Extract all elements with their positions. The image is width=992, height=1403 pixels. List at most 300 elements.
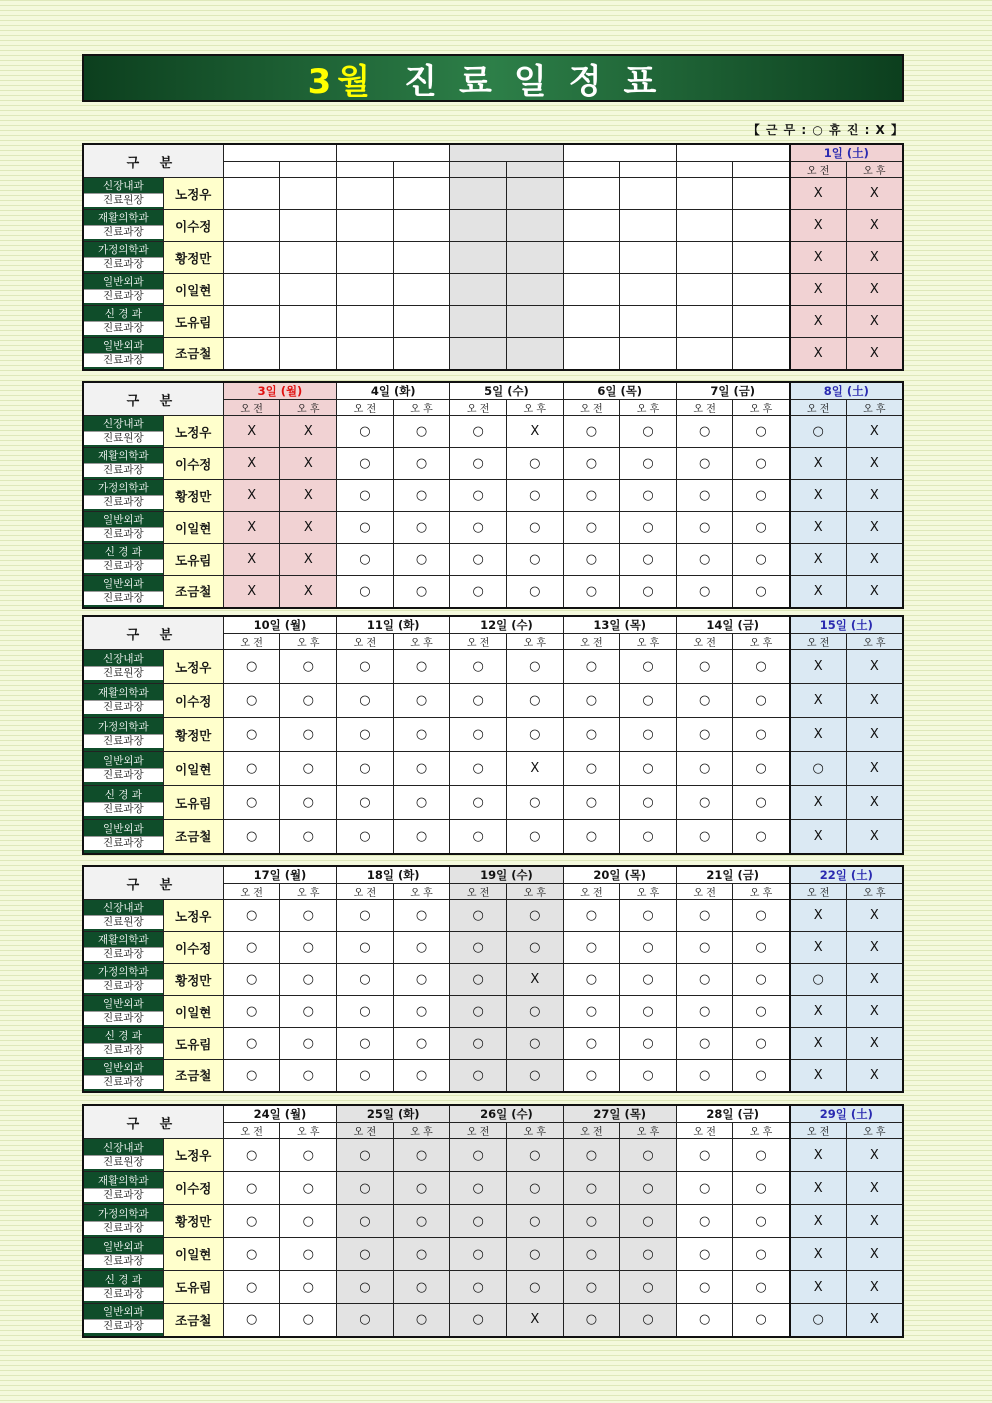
schedule-cell [506, 306, 563, 338]
schedule-cell [563, 274, 620, 306]
doctor-name: 노정우 [163, 650, 223, 684]
pm-header [280, 162, 337, 178]
am-header: 오 전 [337, 400, 394, 416]
doctor-role: 진료과장 [84, 289, 163, 303]
department-name: 일반외과 [103, 339, 144, 352]
schedule-cell: ○ [393, 932, 450, 964]
am-header: 오 전 [790, 400, 847, 416]
department-cell [83, 416, 163, 448]
am-header: 오 전 [676, 1123, 733, 1139]
pm-header: 오 후 [733, 884, 790, 900]
schedule-cell: ○ [676, 684, 733, 718]
department-cell [83, 512, 163, 544]
schedule-cell: X [846, 1238, 903, 1271]
department-name: 일반외과 [103, 998, 144, 1010]
schedule-cell [450, 242, 507, 274]
schedule-cell: ○ [676, 1304, 733, 1337]
pm-header [506, 162, 563, 178]
schedule-cell: ○ [450, 932, 507, 964]
schedule-cell: ○ [733, 752, 790, 786]
schedule-cell [393, 338, 450, 370]
department-name: 신장내과 [103, 1141, 144, 1154]
schedule-cell: ○ [337, 1271, 394, 1304]
doctor-row [83, 338, 903, 370]
schedule-cell: X [846, 964, 903, 996]
schedule-cell [733, 274, 790, 306]
schedule-cell: ○ [676, 1028, 733, 1060]
schedule-cell: ○ [563, 786, 620, 820]
day-header: 8일 (土) [790, 382, 903, 400]
schedule-cell: ○ [393, 448, 450, 480]
schedule-cell: ○ [450, 1205, 507, 1238]
schedule-cell: ○ [620, 1238, 677, 1271]
schedule-cell: ○ [676, 996, 733, 1028]
schedule-cell [280, 178, 337, 210]
department-name: 일반외과 [103, 276, 144, 288]
schedule-cell: ○ [450, 650, 507, 684]
schedule-cell: ○ [393, 544, 450, 576]
doctor-name: 황정만 [163, 718, 223, 752]
schedule-cell: X [846, 1172, 903, 1205]
doctor-row [83, 242, 903, 274]
schedule-cell: ○ [506, 932, 563, 964]
schedule-cell: ○ [506, 1238, 563, 1271]
schedule-cell: X [846, 1304, 903, 1337]
schedule-cell: ○ [506, 996, 563, 1028]
doctor-name: 도유림 [163, 786, 223, 820]
pm-header: 오 후 [506, 634, 563, 650]
schedule-cell: ○ [620, 416, 677, 448]
day-header [676, 144, 789, 162]
schedule-cell: ○ [506, 512, 563, 544]
schedule-cell: ○ [620, 544, 677, 576]
doctor-row [83, 1304, 903, 1337]
department-cell [83, 820, 163, 854]
day-header: 28일 (금) [676, 1105, 789, 1123]
doctor-row [83, 718, 903, 752]
doctor-role: 진료과장 [84, 1188, 163, 1202]
department-cell [83, 274, 163, 306]
schedule-cell: X [790, 718, 847, 752]
schedule-cell: ○ [620, 1060, 677, 1092]
header-label: 구 분 [83, 144, 223, 178]
doctor-role: 진료과장 [84, 257, 163, 271]
schedule-cell: X [280, 576, 337, 608]
schedule-cell [676, 178, 733, 210]
schedule-cell: ○ [506, 684, 563, 718]
schedule-cell: ○ [393, 1172, 450, 1205]
week-table [82, 1104, 904, 1338]
schedule-cell [450, 306, 507, 338]
am-header: 오 전 [676, 884, 733, 900]
schedule-cell: ○ [620, 684, 677, 718]
schedule-cell: ○ [676, 752, 733, 786]
department-name: 신 경 과 [104, 789, 142, 801]
schedule-cell: ○ [337, 684, 394, 718]
schedule-cell: ○ [450, 996, 507, 1028]
schedule-cell: X [846, 480, 903, 512]
schedule-cell: ○ [506, 650, 563, 684]
doctor-row [83, 900, 903, 932]
schedule-cell: ○ [676, 932, 733, 964]
schedule-cell: ○ [223, 684, 280, 718]
pm-header: 오 후 [620, 400, 677, 416]
schedule-cell [733, 210, 790, 242]
schedule-cell [223, 338, 280, 370]
schedule-cell: ○ [733, 996, 790, 1028]
schedule-cell [563, 210, 620, 242]
schedule-cell: ○ [563, 1028, 620, 1060]
schedule-cell: ○ [676, 480, 733, 512]
schedule-cell: ○ [337, 752, 394, 786]
am-header: 오 전 [790, 1123, 847, 1139]
schedule-cell: ○ [337, 1060, 394, 1092]
doctor-name: 황정만 [163, 1205, 223, 1238]
schedule-cell: ○ [223, 1238, 280, 1271]
schedule-cell: X [790, 274, 847, 306]
schedule-cell: ○ [223, 900, 280, 932]
schedule-cell: X [846, 274, 903, 306]
schedule-cell: ○ [393, 1028, 450, 1060]
schedule-cell [337, 306, 394, 338]
schedule-cell: ○ [223, 752, 280, 786]
pm-header: 오 후 [506, 884, 563, 900]
schedule-cell: ○ [733, 900, 790, 932]
schedule-cell: X [790, 210, 847, 242]
doctor-role: 진료과장 [84, 1287, 163, 1301]
department-cell [83, 1238, 163, 1271]
schedule-cell [620, 178, 677, 210]
schedule-cell [223, 274, 280, 306]
am-header: 오 전 [223, 884, 280, 900]
schedule-cell: X [790, 1172, 847, 1205]
legend: 【 근 무 : ○ 휴 진 : X 】 [747, 123, 904, 137]
pm-header: 오 후 [506, 1123, 563, 1139]
schedule-cell: X [846, 650, 903, 684]
doctor-name: 이일현 [163, 1238, 223, 1271]
schedule-cell: ○ [563, 718, 620, 752]
schedule-cell: ○ [393, 900, 450, 932]
doctor-name: 도유림 [163, 306, 223, 338]
day-header: 29일 (土) [790, 1105, 903, 1123]
pm-header: 오 후 [280, 1123, 337, 1139]
schedule-cell: ○ [280, 1060, 337, 1092]
schedule-cell [393, 242, 450, 274]
schedule-cell: ○ [393, 820, 450, 854]
department-cell [83, 650, 163, 684]
schedule-cell: ○ [337, 820, 394, 854]
schedule-cell: ○ [280, 1238, 337, 1271]
schedule-cell: X [280, 544, 337, 576]
am-header [337, 162, 394, 178]
am-header: 오 전 [450, 634, 507, 650]
doctor-role: 진료원장 [84, 431, 163, 445]
header-label: 구 분 [83, 1105, 223, 1139]
doctor-name: 조금철 [163, 1060, 223, 1092]
schedule-cell: ○ [223, 820, 280, 854]
doctor-name: 도유림 [163, 544, 223, 576]
schedule-cell: ○ [733, 718, 790, 752]
day-header: 18일 (화) [337, 866, 450, 884]
schedule-cell: X [790, 480, 847, 512]
schedule-cell: ○ [563, 1172, 620, 1205]
schedule-cell: ○ [393, 480, 450, 512]
header-label: 구 분 [83, 382, 223, 416]
schedule-cell: ○ [450, 718, 507, 752]
am-header [676, 162, 733, 178]
doctor-role: 진료과장 [84, 1011, 163, 1025]
schedule-cell: ○ [733, 1271, 790, 1304]
doctor-role: 진료과장 [84, 1075, 163, 1089]
week-table [82, 381, 904, 609]
schedule-cell: ○ [450, 900, 507, 932]
department-cell [83, 1060, 163, 1092]
schedule-cell: ○ [337, 932, 394, 964]
doctor-role: 진료과장 [84, 225, 163, 239]
day-header: 10일 (월) [223, 616, 336, 634]
schedule-cell: ○ [620, 650, 677, 684]
department-name: 일반외과 [103, 1061, 144, 1074]
day-header: 27일 (목) [563, 1105, 676, 1123]
schedule-cell: ○ [620, 480, 677, 512]
schedule-cell: ○ [223, 786, 280, 820]
schedule-cell: ○ [563, 1139, 620, 1172]
schedule-cell: ○ [223, 1060, 280, 1092]
schedule-cell: ○ [733, 544, 790, 576]
department-name: 신장내과 [103, 653, 144, 665]
schedule-cell [506, 178, 563, 210]
doctor-name: 노정우 [163, 900, 223, 932]
pm-header: 오 후 [620, 634, 677, 650]
header-label: 구 분 [83, 616, 223, 650]
schedule-cell: ○ [620, 996, 677, 1028]
schedule-cell [280, 306, 337, 338]
schedule-cell [337, 274, 394, 306]
doctor-row [83, 576, 903, 608]
schedule-cell: ○ [676, 576, 733, 608]
doctor-row [83, 964, 903, 996]
department-cell [83, 210, 163, 242]
doctor-row [83, 1060, 903, 1092]
schedule-cell: X [790, 820, 847, 854]
schedule-cell: X [790, 900, 847, 932]
schedule-cell: ○ [733, 1060, 790, 1092]
doctor-role: 진료원장 [84, 915, 163, 929]
schedule-cell: X [846, 1139, 903, 1172]
schedule-cell: ○ [337, 964, 394, 996]
schedule-cell: ○ [450, 964, 507, 996]
schedule-cell: X [790, 1205, 847, 1238]
schedule-cell: X [846, 512, 903, 544]
schedule-cell: ○ [337, 416, 394, 448]
schedule-cell: X [223, 576, 280, 608]
doctor-row [83, 932, 903, 964]
am-header: 오 전 [450, 1123, 507, 1139]
schedule-cell: ○ [223, 1304, 280, 1337]
department-cell [83, 1172, 163, 1205]
schedule-cell: ○ [506, 1060, 563, 1092]
schedule-cell: X [506, 416, 563, 448]
schedule-cell: ○ [450, 512, 507, 544]
schedule-cell: ○ [676, 964, 733, 996]
day-header: 12일 (수) [450, 616, 563, 634]
schedule-cell: ○ [563, 1060, 620, 1092]
schedule-cell: X [506, 752, 563, 786]
schedule-cell: ○ [676, 820, 733, 854]
doctor-role: 진료과장 [84, 353, 163, 367]
schedule-cell: ○ [620, 1205, 677, 1238]
schedule-cell: ○ [223, 1271, 280, 1304]
schedule-cell [450, 178, 507, 210]
schedule-cell: X [846, 752, 903, 786]
schedule-cell: ○ [393, 1139, 450, 1172]
schedule-cell: ○ [563, 996, 620, 1028]
doctor-role: 진료과장 [84, 947, 163, 961]
title-month: 3월 [307, 61, 377, 102]
schedule-cell: X [846, 718, 903, 752]
schedule-cell: ○ [280, 900, 337, 932]
schedule-cell: ○ [676, 512, 733, 544]
department-cell [83, 1205, 163, 1238]
schedule-cell [733, 242, 790, 274]
schedule-cell: ○ [676, 1205, 733, 1238]
schedule-cell: ○ [620, 900, 677, 932]
day-header [337, 144, 450, 162]
pm-header: 오 후 [733, 634, 790, 650]
doctor-name: 조금철 [163, 338, 223, 370]
schedule-cell: X [790, 448, 847, 480]
am-header [450, 162, 507, 178]
schedule-cell: ○ [676, 1271, 733, 1304]
am-header: 오 전 [563, 634, 620, 650]
day-header: 3일 (월) [223, 382, 336, 400]
doctor-name: 도유림 [163, 1028, 223, 1060]
schedule-cell [393, 210, 450, 242]
schedule-cell: X [790, 178, 847, 210]
schedule-cell [676, 338, 733, 370]
doctor-role: 진료과장 [84, 591, 163, 605]
schedule-cell: ○ [620, 786, 677, 820]
day-header [450, 144, 563, 162]
doctor-row [83, 306, 903, 338]
day-header: 21일 (금) [676, 866, 789, 884]
am-header: 오 전 [790, 162, 847, 178]
schedule-cell: ○ [733, 1304, 790, 1337]
schedule-cell: ○ [337, 512, 394, 544]
schedule-cell: ○ [620, 448, 677, 480]
schedule-cell: X [846, 900, 903, 932]
schedule-cell: ○ [676, 1139, 733, 1172]
schedule-cell: X [790, 1271, 847, 1304]
schedule-cell: X [846, 576, 903, 608]
schedule-cell: ○ [450, 1060, 507, 1092]
schedule-cell: ○ [280, 996, 337, 1028]
schedule-cell [337, 210, 394, 242]
department-cell [83, 306, 163, 338]
schedule-cell: ○ [223, 1205, 280, 1238]
schedule-cell: ○ [790, 752, 847, 786]
doctor-row [83, 1238, 903, 1271]
department-name: 신장내과 [103, 418, 144, 430]
doctor-name: 조금철 [163, 820, 223, 854]
day-header: 20일 (목) [563, 866, 676, 884]
schedule-cell: X [790, 932, 847, 964]
schedule-cell: ○ [393, 752, 450, 786]
schedule-cell: X [223, 512, 280, 544]
day-header: 24일 (월) [223, 1105, 336, 1123]
schedule-cell: X [846, 416, 903, 448]
schedule-cell: ○ [223, 718, 280, 752]
schedule-cell: ○ [337, 576, 394, 608]
doctor-name: 조금철 [163, 1304, 223, 1337]
schedule-cell [223, 242, 280, 274]
schedule-cell: ○ [280, 786, 337, 820]
schedule-cell: X [223, 416, 280, 448]
schedule-cell: ○ [563, 1304, 620, 1337]
schedule-cell: X [846, 996, 903, 1028]
schedule-cell: ○ [337, 544, 394, 576]
schedule-cell [620, 242, 677, 274]
schedule-cell: ○ [676, 448, 733, 480]
pm-header [393, 162, 450, 178]
doctor-role: 진료원장 [84, 193, 163, 207]
pm-header [733, 162, 790, 178]
schedule-cell: ○ [733, 448, 790, 480]
schedule-cell: ○ [280, 1205, 337, 1238]
schedule-cell: X [223, 448, 280, 480]
department-cell [83, 786, 163, 820]
am-header: 오 전 [337, 634, 394, 650]
schedule-cell: ○ [223, 1139, 280, 1172]
schedule-cell: ○ [450, 684, 507, 718]
schedule-cell: ○ [563, 1238, 620, 1271]
schedule-cell: ○ [506, 1271, 563, 1304]
schedule-cell: ○ [393, 1238, 450, 1271]
am-header: 오 전 [676, 400, 733, 416]
schedule-cell: ○ [733, 820, 790, 854]
schedule-cell: ○ [393, 416, 450, 448]
schedule-cell: ○ [506, 480, 563, 512]
schedule-cell: ○ [563, 820, 620, 854]
doctor-name: 이수정 [163, 932, 223, 964]
schedule-cell: ○ [393, 1304, 450, 1337]
schedule-cell [280, 242, 337, 274]
pm-header: 오 후 [280, 884, 337, 900]
schedule-cell: X [846, 448, 903, 480]
week-table [82, 865, 904, 1093]
day-header: 14일 (금) [676, 616, 789, 634]
schedule-cell: ○ [393, 650, 450, 684]
doctor-role: 진료과장 [84, 836, 163, 850]
department-name: 신장내과 [103, 902, 144, 914]
doctor-row [83, 416, 903, 448]
department-cell [83, 932, 163, 964]
pm-header: 오 후 [620, 1123, 677, 1139]
department-cell [83, 338, 163, 370]
department-name: 신 경 과 [104, 1273, 142, 1286]
doctor-name: 이수정 [163, 210, 223, 242]
pm-header: 오 후 [393, 884, 450, 900]
schedule-cell [393, 274, 450, 306]
doctor-row [83, 1028, 903, 1060]
page-title [82, 54, 904, 102]
schedule-cell: ○ [506, 1028, 563, 1060]
schedule-cell [450, 338, 507, 370]
pm-header: 오 후 [280, 634, 337, 650]
pm-header: 오 후 [846, 634, 903, 650]
doctor-name: 조금철 [163, 576, 223, 608]
am-header: 오 전 [450, 884, 507, 900]
